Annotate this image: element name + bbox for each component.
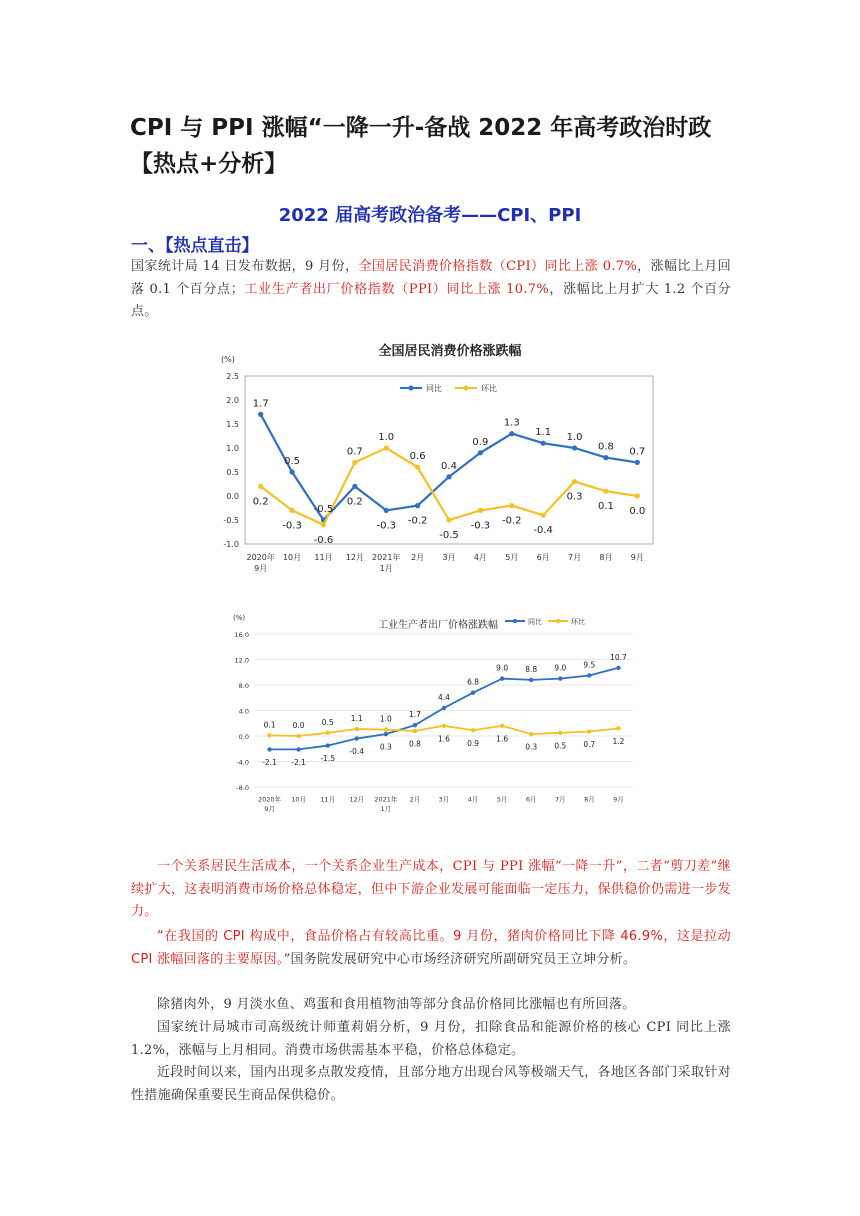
x-tick-label: 2021年 xyxy=(372,553,401,562)
x-tick-label: 9月 xyxy=(254,564,268,573)
x-tick-label: 1月 xyxy=(380,805,392,813)
y-tick-label: 4.0 xyxy=(238,707,249,716)
data-label-yoy: 0.5 xyxy=(284,456,301,467)
data-label-yoy: 9.0 xyxy=(554,663,567,673)
data-label-mom: 0.3 xyxy=(525,742,538,752)
data-label-yoy: 1.1 xyxy=(535,427,552,439)
data-point-mom xyxy=(541,513,546,518)
data-point-mom xyxy=(509,503,514,508)
data-label-mom: 0.5 xyxy=(321,717,334,727)
data-point-yoy xyxy=(446,474,451,479)
data-point-mom xyxy=(355,727,359,731)
data-label-mom: 1.2 xyxy=(612,736,625,746)
data-label-mom: -0.4 xyxy=(533,525,553,537)
paragraph-other-food: 除猪肉外，9 月淡水鱼、鸡蛋和食用植物油等部分食品价格同比涨幅也有所回落。 xyxy=(157,997,636,1012)
data-label-yoy: 6.8 xyxy=(467,677,480,687)
data-point-yoy xyxy=(471,690,475,694)
x-tick-label: 5月 xyxy=(496,795,508,804)
data-label-yoy: 9.5 xyxy=(583,660,596,670)
data-point-mom xyxy=(471,728,475,732)
data-point-yoy xyxy=(478,450,483,455)
x-tick-label: 12月 xyxy=(349,795,365,804)
y-tick-label: 1.0 xyxy=(226,444,239,453)
data-label-mom: 0.0 xyxy=(629,506,646,517)
x-tick-label: 9月 xyxy=(630,553,644,562)
data-label-mom: 1.1 xyxy=(350,713,363,723)
data-point-yoy xyxy=(296,747,300,751)
document-subtitle: 2022 届高考政治备考——CPI、PPI xyxy=(278,205,582,226)
paragraph-core-cpi: 国家统计局城市司高级统计师董莉娟分析，9 月份，扣除食品和能源价格的核心 CPI 同比上涨 1.2%，涨幅与上月相同。消费市场供需基本平稳，价格总体稳定。 xyxy=(131,1020,731,1058)
y-tick-label: 1.5 xyxy=(226,420,239,429)
data-point-mom xyxy=(413,729,417,733)
data-point-yoy xyxy=(442,706,446,710)
data-point-mom xyxy=(446,517,451,522)
data-point-yoy xyxy=(355,736,359,740)
legend-label-mom: 环比 xyxy=(481,384,497,393)
data-point-mom xyxy=(558,731,562,735)
x-tick-label: 9月 xyxy=(613,795,624,804)
data-label-mom: 1.6 xyxy=(496,734,509,744)
quote-highlight: “在我国的 CPI 构成中，食品价格占有较高比重。9 月份，猪肉价格同比下降 46.9%，这是拉动 CPI 涨幅回落的主要原因。 xyxy=(131,929,731,967)
data-label-yoy: 0.9 xyxy=(472,436,489,448)
data-point-yoy xyxy=(415,503,420,508)
data-point-mom xyxy=(352,460,357,465)
data-label-mom: 0.6 xyxy=(409,451,426,463)
x-tick-label: 4月 xyxy=(473,553,487,562)
x-tick-label: 11月 xyxy=(314,553,333,562)
data-label-mom: 0.8 xyxy=(408,739,421,749)
data-label-mom: 0.7 xyxy=(583,740,596,750)
data-point-yoy xyxy=(558,676,562,680)
data-label-yoy: 0.4 xyxy=(441,460,457,472)
legend xyxy=(505,617,585,626)
data-label-mom: 0.1 xyxy=(263,720,276,730)
document-title: CPI 与 PPI 涨幅“一降一升-备战 2022 年高考政治时政【热点+分析】 xyxy=(130,115,712,177)
ppi-highlight: 工业生产者出厂价格指数（PPI）同比上涨 10.7% xyxy=(244,281,549,297)
x-tick-label: 2月 xyxy=(411,553,425,562)
legend xyxy=(400,383,497,393)
legend-marker-mom xyxy=(464,386,469,391)
y-tick-label: 2.5 xyxy=(226,372,239,381)
data-point-yoy xyxy=(267,747,271,751)
data-point-yoy xyxy=(635,460,640,465)
x-tick-label: 10月 xyxy=(291,795,307,804)
data-label-mom: 0.9 xyxy=(467,738,480,748)
y-tick-label: 8.0 xyxy=(238,682,249,690)
section-heading: 一、【热点直击】 xyxy=(131,236,259,256)
x-tick-label: 7月 xyxy=(567,553,582,562)
x-tick-label: 6月 xyxy=(525,795,537,804)
data-label-mom: -0.6 xyxy=(313,534,334,546)
legend-label-yoy: 同比 xyxy=(426,384,442,393)
data-point-yoy xyxy=(616,666,620,670)
data-label-yoy: 1.7 xyxy=(408,710,421,720)
y-tick-label: 16.0 xyxy=(234,631,249,639)
x-tick-label: 3月 xyxy=(442,553,456,562)
legend-label-yoy: 同比 xyxy=(528,618,542,626)
data-point-yoy xyxy=(587,673,591,677)
legend-marker-mom xyxy=(556,619,560,623)
ppi-chart xyxy=(228,608,648,818)
x-tick-label: 1月 xyxy=(379,564,393,573)
quote-attribution: ”国务院发展研究中心市场经济研究所副研究员王立坤分析。 xyxy=(283,951,637,967)
x-tick-label: 11月 xyxy=(320,795,336,804)
data-point-mom xyxy=(442,724,446,728)
data-point-yoy xyxy=(603,455,608,460)
intro-text-3: ，涨幅比上月回落 0.1 个百分点； xyxy=(131,259,731,297)
data-point-mom xyxy=(635,493,640,498)
intro-paragraph xyxy=(131,256,731,324)
data-point-mom xyxy=(572,479,577,484)
data-label-yoy: 9.0 xyxy=(496,663,509,673)
data-point-mom xyxy=(415,465,420,470)
data-point-mom xyxy=(289,508,294,513)
cpi-chart xyxy=(200,338,700,578)
chart-title: 工业生产者出厂价格涨跌幅 xyxy=(378,620,498,631)
data-point-yoy xyxy=(572,445,577,450)
paragraph-scissors-gap: 一个关系居民生活成本，一个关系企业生产成本，CPI 与 PPI 涨幅“一降一升”，二者“剪刀差”继续扩大，这表明消费市场价格总体稳定，但中下游企业发展可能面临一定压力，保供稳价仍需进一步发力。 xyxy=(131,859,731,919)
data-point-yoy xyxy=(325,743,329,747)
chart-unit: (%) xyxy=(221,355,235,364)
data-label-mom: 1.0 xyxy=(378,432,395,443)
data-label-yoy: 0.3 xyxy=(379,742,392,752)
x-tick-label: 12月 xyxy=(345,553,364,562)
data-point-yoy xyxy=(258,412,263,417)
data-point-mom xyxy=(587,729,591,733)
data-label-yoy: 4.4 xyxy=(438,692,450,702)
data-point-yoy xyxy=(289,469,294,474)
x-tick-label: 10月 xyxy=(282,553,302,562)
x-tick-label: 9月 xyxy=(264,805,275,813)
data-label-mom: -0.5 xyxy=(439,530,459,541)
data-label-yoy: 0.8 xyxy=(597,441,614,453)
data-label-yoy: -0.4 xyxy=(349,747,365,757)
data-label-yoy: -2.1 xyxy=(291,757,306,767)
data-label-mom: 0.1 xyxy=(597,501,614,513)
data-point-mom xyxy=(500,724,504,728)
data-point-mom xyxy=(258,484,263,489)
data-point-mom xyxy=(321,522,326,527)
chart-title: 全国居民消费价格涨跌幅 xyxy=(378,344,522,359)
data-label-yoy: 1.7 xyxy=(252,398,269,410)
x-tick-label: 3月 xyxy=(438,795,450,804)
data-point-mom xyxy=(603,489,608,494)
x-tick-label: 2月 xyxy=(409,795,421,804)
data-point-mom xyxy=(478,508,483,513)
y-tick-label: -1.0 xyxy=(223,540,239,549)
x-tick-label: 8月 xyxy=(584,795,595,804)
data-label-yoy: 1.3 xyxy=(503,417,520,429)
data-label-yoy: -0.5 xyxy=(313,504,334,515)
data-point-yoy xyxy=(413,723,417,727)
y-tick-label: -4.0 xyxy=(236,758,249,767)
data-point-mom xyxy=(529,732,533,736)
legend-label-mom: 环比 xyxy=(571,618,585,626)
y-tick-label: -8.0 xyxy=(236,784,249,792)
chart-unit: (%) xyxy=(233,614,246,622)
y-tick-label: 0.5 xyxy=(226,468,239,477)
data-point-mom xyxy=(384,727,388,731)
data-point-mom xyxy=(616,726,620,730)
x-tick-label: 4月 xyxy=(467,795,479,804)
data-label-mom: 1.0 xyxy=(379,714,392,724)
data-label-yoy: -0.3 xyxy=(376,520,396,532)
x-tick-label: 7月 xyxy=(554,795,566,804)
x-tick-label: 2020年 xyxy=(258,795,282,804)
x-tick-label: 5月 xyxy=(505,553,519,562)
data-label-yoy: 1.0 xyxy=(566,432,583,443)
intro-text-1: 国家统计局 14 日发布数据，9 月份， xyxy=(131,259,359,274)
legend-marker-yoy xyxy=(513,619,517,623)
legend-marker-yoy xyxy=(409,386,414,391)
data-label-mom: -0.3 xyxy=(470,520,491,532)
y-tick-label: 0.0 xyxy=(226,492,239,501)
x-tick-label: 2020年 xyxy=(246,553,275,562)
data-label-yoy: -1.5 xyxy=(320,754,336,764)
x-tick-label: 8月 xyxy=(599,553,613,562)
data-point-yoy xyxy=(500,676,504,680)
data-point-yoy xyxy=(541,441,546,446)
x-tick-label: 6月 xyxy=(536,553,550,562)
data-label-yoy: -0.2 xyxy=(407,515,428,527)
data-point-yoy xyxy=(529,678,533,682)
data-label-mom: 0.5 xyxy=(554,741,567,751)
data-point-yoy xyxy=(509,431,514,436)
data-point-yoy xyxy=(352,484,357,489)
data-label-yoy: 10.7 xyxy=(610,652,627,662)
data-point-mom xyxy=(296,734,300,738)
data-label-yoy: 0.7 xyxy=(629,446,646,458)
data-label-mom: 1.6 xyxy=(438,734,450,744)
paragraph-expert-quote xyxy=(131,926,731,971)
data-label-mom: -0.2 xyxy=(502,515,522,527)
data-label-mom: 0.7 xyxy=(346,446,363,458)
y-tick-label: -0.5 xyxy=(223,516,239,525)
data-point-mom xyxy=(384,445,389,450)
data-point-yoy xyxy=(384,508,389,513)
y-tick-label: 2.0 xyxy=(226,396,239,405)
paragraph-supply: 近段时间以来，国内出现多点散发疫情，且部分地方出现台风等极端天气，各地区各部门采取针对性措施确保重要民生商品保供稳价。 xyxy=(131,1065,731,1103)
x-tick-label: 2021年 xyxy=(374,795,398,804)
intro-text-5: ，涨幅比上月扩大 1.2 个百分点。 xyxy=(131,281,731,319)
y-tick-label: 0.0 xyxy=(238,733,249,741)
data-point-mom xyxy=(267,733,271,737)
data-point-yoy xyxy=(384,732,388,736)
data-label-mom: 0.2 xyxy=(252,496,269,508)
data-label-yoy: 8.8 xyxy=(525,664,538,674)
cpi-highlight: 全国居民消费价格指数（CPI）同比上涨 0.7% xyxy=(358,259,637,274)
data-label-mom: -0.3 xyxy=(282,520,302,532)
data-label-yoy: 0.2 xyxy=(346,496,363,508)
data-point-mom xyxy=(325,731,329,735)
data-label-mom: 0.3 xyxy=(566,491,583,503)
data-label-mom: 0.0 xyxy=(292,721,305,730)
y-tick-label: 12.0 xyxy=(234,656,249,665)
data-label-yoy: -2.1 xyxy=(262,757,277,767)
